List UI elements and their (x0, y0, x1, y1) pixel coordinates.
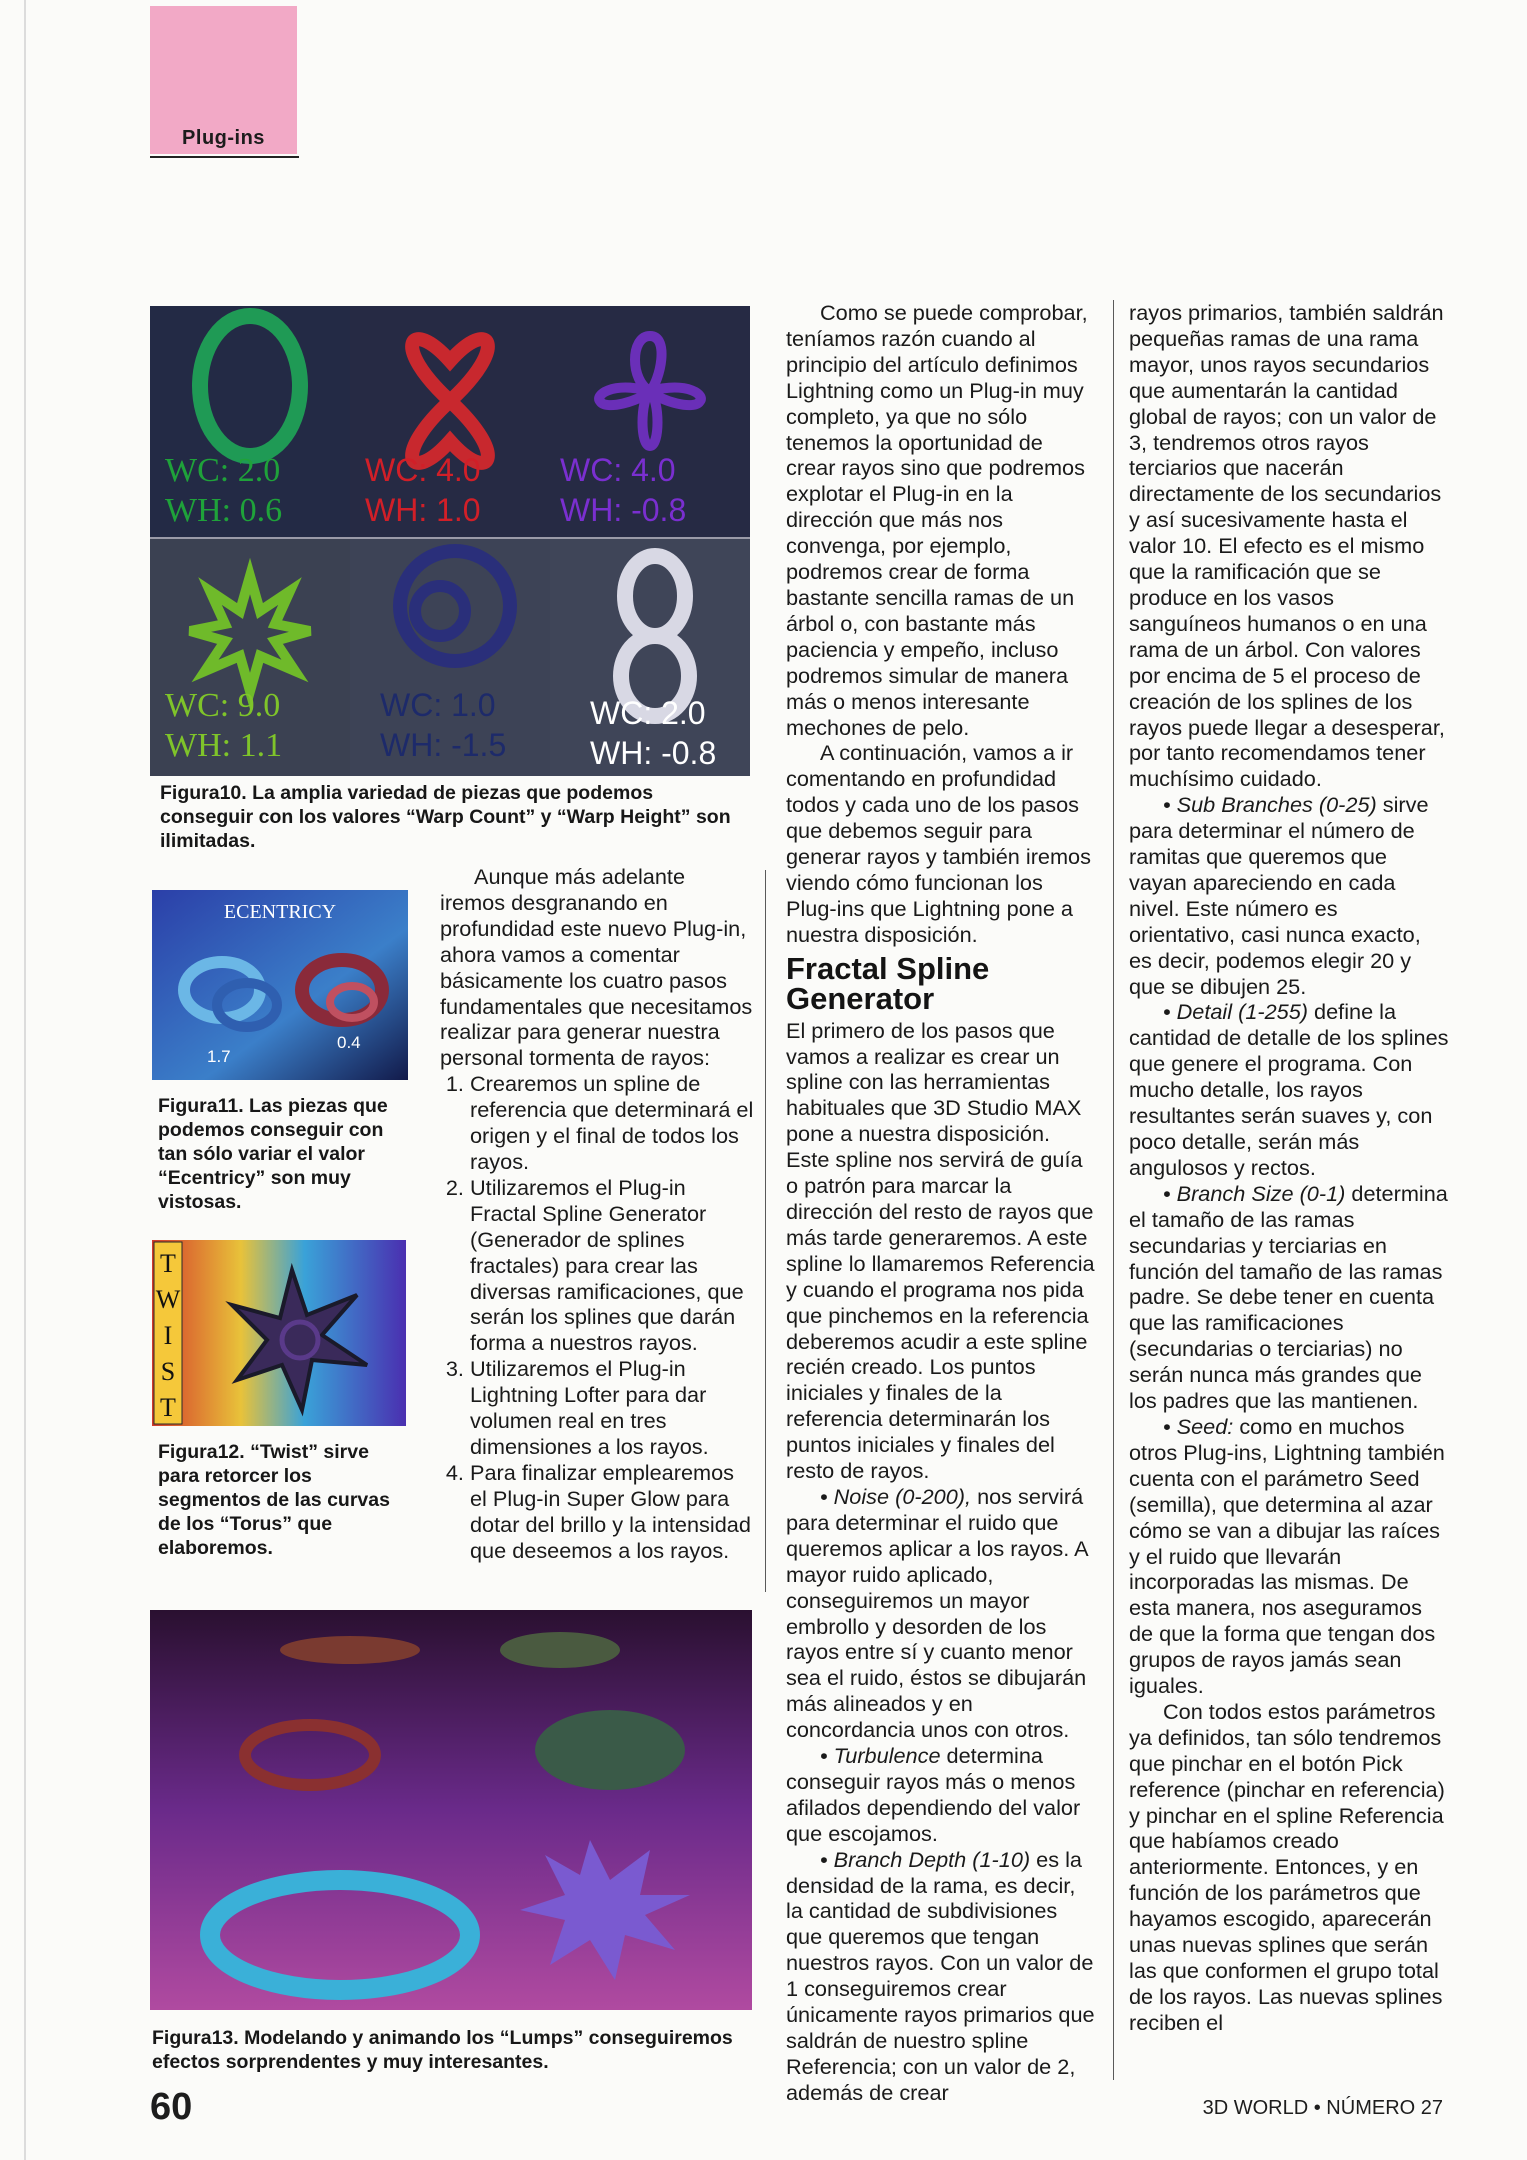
fig10-panel-2-wc: WC: 4.0 (365, 452, 481, 488)
fig10-panel-3-wh: WH: -0.8 (560, 492, 687, 528)
seed-text: como en muchos otros Plug-ins, Lightning también cuenta con el parámetro Seed (semilla), que determina al azar cómo se van a dibujar las raíces y el ruido que llevarán incorporadas las mismas. De esta manera, nos aseguramos de que la forma que tengan dos grupos de rayos jamás sean iguales. (1129, 1413, 1445, 1699)
step-3: 3. Utilizaremos el Plug-in Lightning Lofter para dar volumen real en tres dimensiones a los rayos. (470, 1356, 755, 1460)
turbulence-label: • Turbulence (820, 1743, 941, 1769)
fig10-panel-3-wc: WC: 4.0 (560, 452, 676, 488)
fig10-panel-6-wc: WC: 2.0 (590, 695, 706, 731)
sub-branches-text: sirve para determinar el número de ramitas que queremos que vayan apareciendo en cada nivel. Este número es orientativo, casi nunca exacto, es decir, podemos elegir 20 y que se dibujen 25. (1129, 792, 1429, 999)
fig13-lump-1 (280, 1636, 420, 1664)
fig12-letter-2: W (155, 1285, 181, 1314)
fig11-title: ECENTRICY (223, 901, 337, 923)
step-1: 1. Crearemos un spline de referencia que determinará el origen y el final de todos los rayos. (470, 1071, 755, 1175)
fig10-panel-6-wh: WH: -0.8 (590, 735, 717, 771)
branch-size-label: • Branch Size (0-1) (1163, 1180, 1346, 1206)
turbulence-text: determina conseguir rayos más o menos afilados dependiendo del valor que escojamos. (786, 1743, 1081, 1846)
column-1 (440, 864, 755, 1563)
figure-11-caption: Figura11. Las piezas que podemos conseguir con tan sólo variar el valor “Ecentricy” son muy vistosas. (158, 1095, 388, 1213)
column-3 (1129, 300, 1449, 2036)
column-2 (786, 300, 1096, 2106)
fig10-panel-5-wh: WH: -1.5 (380, 727, 507, 763)
figure-12-caption: Figura12. “Twist” sirve para retorcer los segmentos de las curvas de los “Torus” que elaboremos. (158, 1441, 390, 1559)
seed-label: • Seed: (1163, 1413, 1234, 1439)
fig11-right-value: 0.4 (337, 1033, 361, 1052)
fig10-panel-5-wc: WC: 1.0 (380, 687, 496, 723)
fig10-panel-1-wh: WH: 0.6 (165, 492, 283, 529)
section-tag-underline (150, 156, 299, 158)
column-divider-1 (765, 870, 766, 1592)
fig10-panel-2-wh: WH: 1.0 (365, 492, 481, 528)
column-3-p1: rayos primarios, también saldrán pequeñas ramas de una rama mayor, unos rayos secundarios que aumentarán la cantidad global de rayos; con un valor de 3, tendremos otros rayos terciarios que nacerán directamente de los secundarios y así sucesivamente hasta el valor 10. El efecto es el mismo que la ramificación que se produce en los vasos sanguíneos humanos o en una rama de un árbol. Con valores por encima de 5 el proceso de creación de los splines de los rayos puede llegar a desesperar, por tanto recomendamos tener muchísimo cuidado. (1129, 300, 1445, 792)
detail-label: • Detail (1-255) (1163, 999, 1309, 1025)
branch-depth-text: es la densidad de la rama, es decir, la cantidad de subdivisiones que queremos que tengan nuestros rayos. Con un valor de 1 conseguiremos crear únicamente rayos primarios que saldrán de nuestro spline Referencia; con un valor de 2, además de crear (786, 1846, 1095, 2105)
page-left-rule (24, 0, 26, 2160)
figure-12-image (152, 1240, 406, 1426)
fig12-letter-4: S (160, 1357, 176, 1386)
figure-13-caption: Figura13. Modelando y animando los “Lumps” conseguiremos efectos sorprendentes y muy interesantes. (152, 2027, 733, 2073)
fig13-lump-2 (500, 1632, 620, 1668)
fig10-panel-1-wc: WC: 2.0 (165, 452, 281, 489)
figure-13-image (150, 1610, 752, 2010)
fig13-lump-4 (535, 1710, 685, 1790)
branch-depth-label: • Branch Depth (1-10) (820, 1846, 1031, 1872)
fig10-panel-4-wc: WC: 9.0 (165, 687, 281, 724)
figure-10-caption: Figura10. La amplia variedad de piezas que podemos conseguir con los valores “Warp Count” y “Warp Height” son ilimitadas. (160, 782, 731, 852)
column-2-p2: A continuación, vamos a ir comentando en profundidad todos y cada uno de los pasos que debemos seguir para generar rayos y también iremos viendo cómo funcionan los Plug-ins que Lightning pone a nuestra disposición. (786, 740, 1091, 947)
fig12-letter-1: T (160, 1249, 176, 1278)
fig12-letter-5: T (160, 1393, 176, 1422)
column-3-final: Con todos estos parámetros ya definidos, tan sólo tendremos que pinchar en el botón Pick reference (pinchar en referencia) y pinchar en el spline Referencia que habíamos creado anteriormente. Entonces, y en función de los parámetros que hayamos escogido, aparecerán unas nuevas splines que serán las que conformen el grupo total de los rayos. Las nuevas splines reciben el (1129, 1698, 1445, 2035)
figure-11-image (152, 890, 408, 1080)
page-number: 60 (150, 2086, 193, 2128)
steps-list (440, 1071, 755, 1563)
magazine-issue: 3D WORLD • NÚMERO 27 (1202, 2097, 1443, 2119)
column-1-intro: Aunque más adelante iremos desgranando en profundidad este nuevo Plug-in, ahora vamos a comentar básicamente los cuatro pasos fundamentales que necesitamos realizar para generar nuestra personal tormenta de rayos: (440, 864, 753, 1071)
fig11-left-value: 1.7 (207, 1047, 231, 1066)
figure-10-grid (150, 306, 750, 776)
step-2: 2. Utilizaremos el Plug-in Fractal Spline Generator (Generador de splines fractales) para crear las diversas ramificaciones, que serán los splines que darán forma a nuestros rayos. (470, 1175, 755, 1356)
column-divider-2 (1113, 300, 1114, 2080)
fig10-panel-4-wh: WH: 1.1 (165, 727, 283, 764)
figure-10-image (150, 306, 750, 776)
step-4: 4. Para finalizar emplearemos el Plug-in Super Glow para dotar del brillo y la intensidad que deseemos a los rayos. (470, 1460, 755, 1564)
branch-size-text: determina el tamaño de las ramas secundarias y terciarias en función del tamaño de las ramas padre. Se debe tener en cuenta que las ramificaciones (secundarias o terciarias) no serán nunca más grandes que los padres que las mantienen. (1129, 1180, 1448, 1414)
noise-label: • Noise (0-200), (820, 1483, 972, 1509)
detail-text: define la cantidad de detalle de los splines que genere el programa. Con mucho detalle, los rayos resultantes serán suaves y, con poco detalle, serán más angulosos y rectos. (1129, 999, 1449, 1180)
noise-text: nos servirá para determinar el ruido que queremos aplicar a los rayos. A mayor ruido aplicado, conseguiremos un mayor embrollo y desorden de los rayos entre sí y cuanto menor sea el ruido, éstos se dibujarán más alineados y en concordancia unos con otros. (786, 1483, 1088, 1743)
column-2-p3: El primero de los pasos que vamos a realizar es crear un spline con las herramientas habituales que 3D Studio MAX pone a nuestra disposición. Este spline nos servirá de guía o patrón para marcar la dirección del resto de rayos que más tarde generaremos. A este spline lo llamaremos Referencia y cuando el programa nos pida que pinchemos en la referencia deberemos acudir a este spline recién creado. Los puntos iniciales y finales de la referencia determinarán los puntos iniciales y finales del resto de rayos. (786, 1017, 1095, 1484)
section-tag: Plug-ins (182, 127, 265, 149)
section-heading: Fractal Spline Generator (786, 950, 990, 1016)
sub-branches-label: • Sub Branches (0-25) (1163, 792, 1377, 818)
fig12-letter-3: I (163, 1321, 173, 1350)
column-2-p1: Como se puede comprobar, teníamos razón cuando al principio del artículo definimos Lightning como un Plug-in muy completo, ya que no sólo tenemos la oportunidad de crear rayos sino que podremos explotar el Plug-in en la dirección que más nos convenga, por ejemplo, podremos crear de forma bastante sencilla ramas de un árbol o, con bastante más paciencia y empeño, incluso podremos simular de manera más o menos interesante mechones de pelo. (786, 300, 1088, 740)
